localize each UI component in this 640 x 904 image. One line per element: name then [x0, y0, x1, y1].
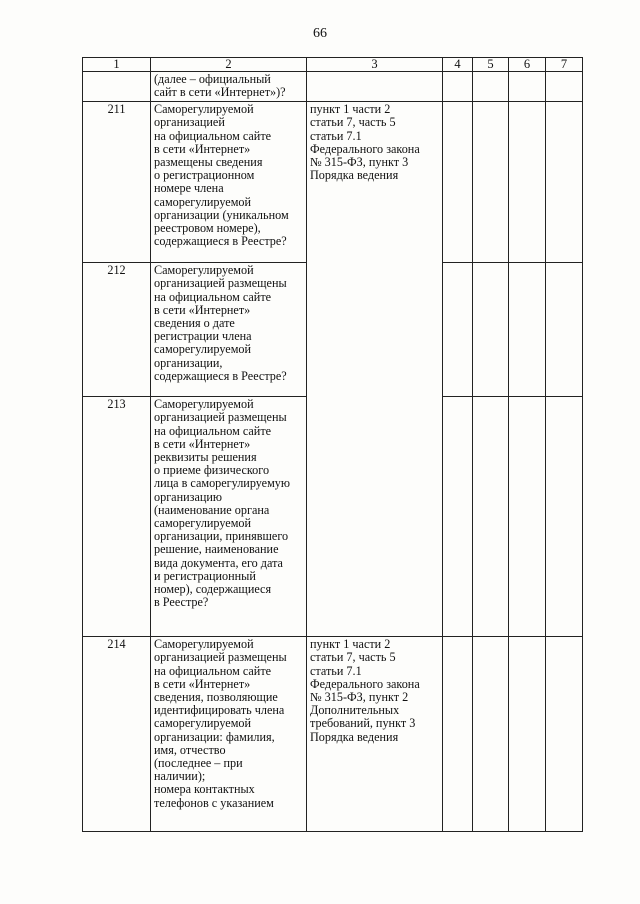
answer-cell [546, 102, 583, 263]
page-number: 66 [313, 26, 327, 41]
row-number [83, 72, 151, 102]
answer-cell [443, 263, 473, 397]
table-row [83, 637, 583, 832]
column-header: 5 [473, 58, 509, 72]
answer-cell [509, 263, 546, 397]
column-header: 4 [443, 58, 473, 72]
column-header: 6 [509, 58, 546, 72]
row-number: 212 [83, 263, 151, 397]
legal-reference: пункт 1 части 2 статьи 7, часть 5 статьи 7.1 Федерального закона № 315-ФЗ, пункт 2 Дополнительных требований, пункт 3 Порядка ведения [310, 637, 420, 744]
checklist-table [82, 57, 583, 832]
row-number: 211 [83, 102, 151, 263]
column-header: 2 [151, 58, 307, 72]
table-row [83, 72, 583, 102]
answer-cell [473, 102, 509, 263]
row-number: 214 [83, 637, 151, 832]
answer-cell [509, 102, 546, 263]
answer-cell [509, 397, 546, 637]
question-text: Саморегулируемой организацией на официальном сайте в сети «Интернет» размещены сведения о регистрационном номере члена саморегулируемой организации (уникальном реестровом номере), содержащиеся в Реестре? [154, 102, 289, 249]
question-text: Саморегулируемой организацией размещены на официальном сайте в сети «Интернет» сведения о дате регистрации члена саморегулируемой организации, содержащиеся в Реестре? [154, 263, 287, 383]
question-text: Саморегулируемой организацией размещены на официальном сайте в сети «Интернет» реквизиты решения о приеме физического лица в саморегулируемую организацию (наименование органа саморегулируемой организации, принявшего решение, наименование вида документа, его дата и регистрационный номер), содержащиеся в Реестре? [154, 397, 291, 610]
question-text: Саморегулируемой организацией размещены на официальном сайте в сети «Интернет» сведения, позволяющие идентифицировать члена саморегулируемой организации: фамилия, имя, отчество (последнее – при наличии); номера контактных телефонов с указанием [154, 637, 287, 810]
answer-cell [509, 637, 546, 832]
answer-cell [443, 637, 473, 832]
column-header: 1 [83, 58, 151, 72]
column-header: 3 [307, 58, 443, 72]
table-header-row [83, 58, 583, 72]
answer-cell [473, 72, 509, 102]
answer-cell [546, 263, 583, 397]
row-number: 213 [83, 397, 151, 637]
answer-cell [546, 397, 583, 637]
answer-cell [443, 397, 473, 637]
answer-cell [443, 72, 473, 102]
answer-cell [473, 637, 509, 832]
answer-cell [473, 263, 509, 397]
answer-cell [546, 637, 583, 832]
legal-reference: пункт 1 части 2 статьи 7, часть 5 статьи 7.1 Федерального закона № 315-ФЗ, пункт 3 Порядка ведения [310, 102, 420, 183]
answer-cell [509, 72, 546, 102]
answer-cell [443, 102, 473, 263]
table-row [83, 102, 583, 263]
answer-cell [473, 397, 509, 637]
answer-cell [546, 72, 583, 102]
question-text: (далее – официальный сайт в сети «Интернет»)? [154, 72, 286, 100]
column-header: 7 [546, 58, 583, 72]
